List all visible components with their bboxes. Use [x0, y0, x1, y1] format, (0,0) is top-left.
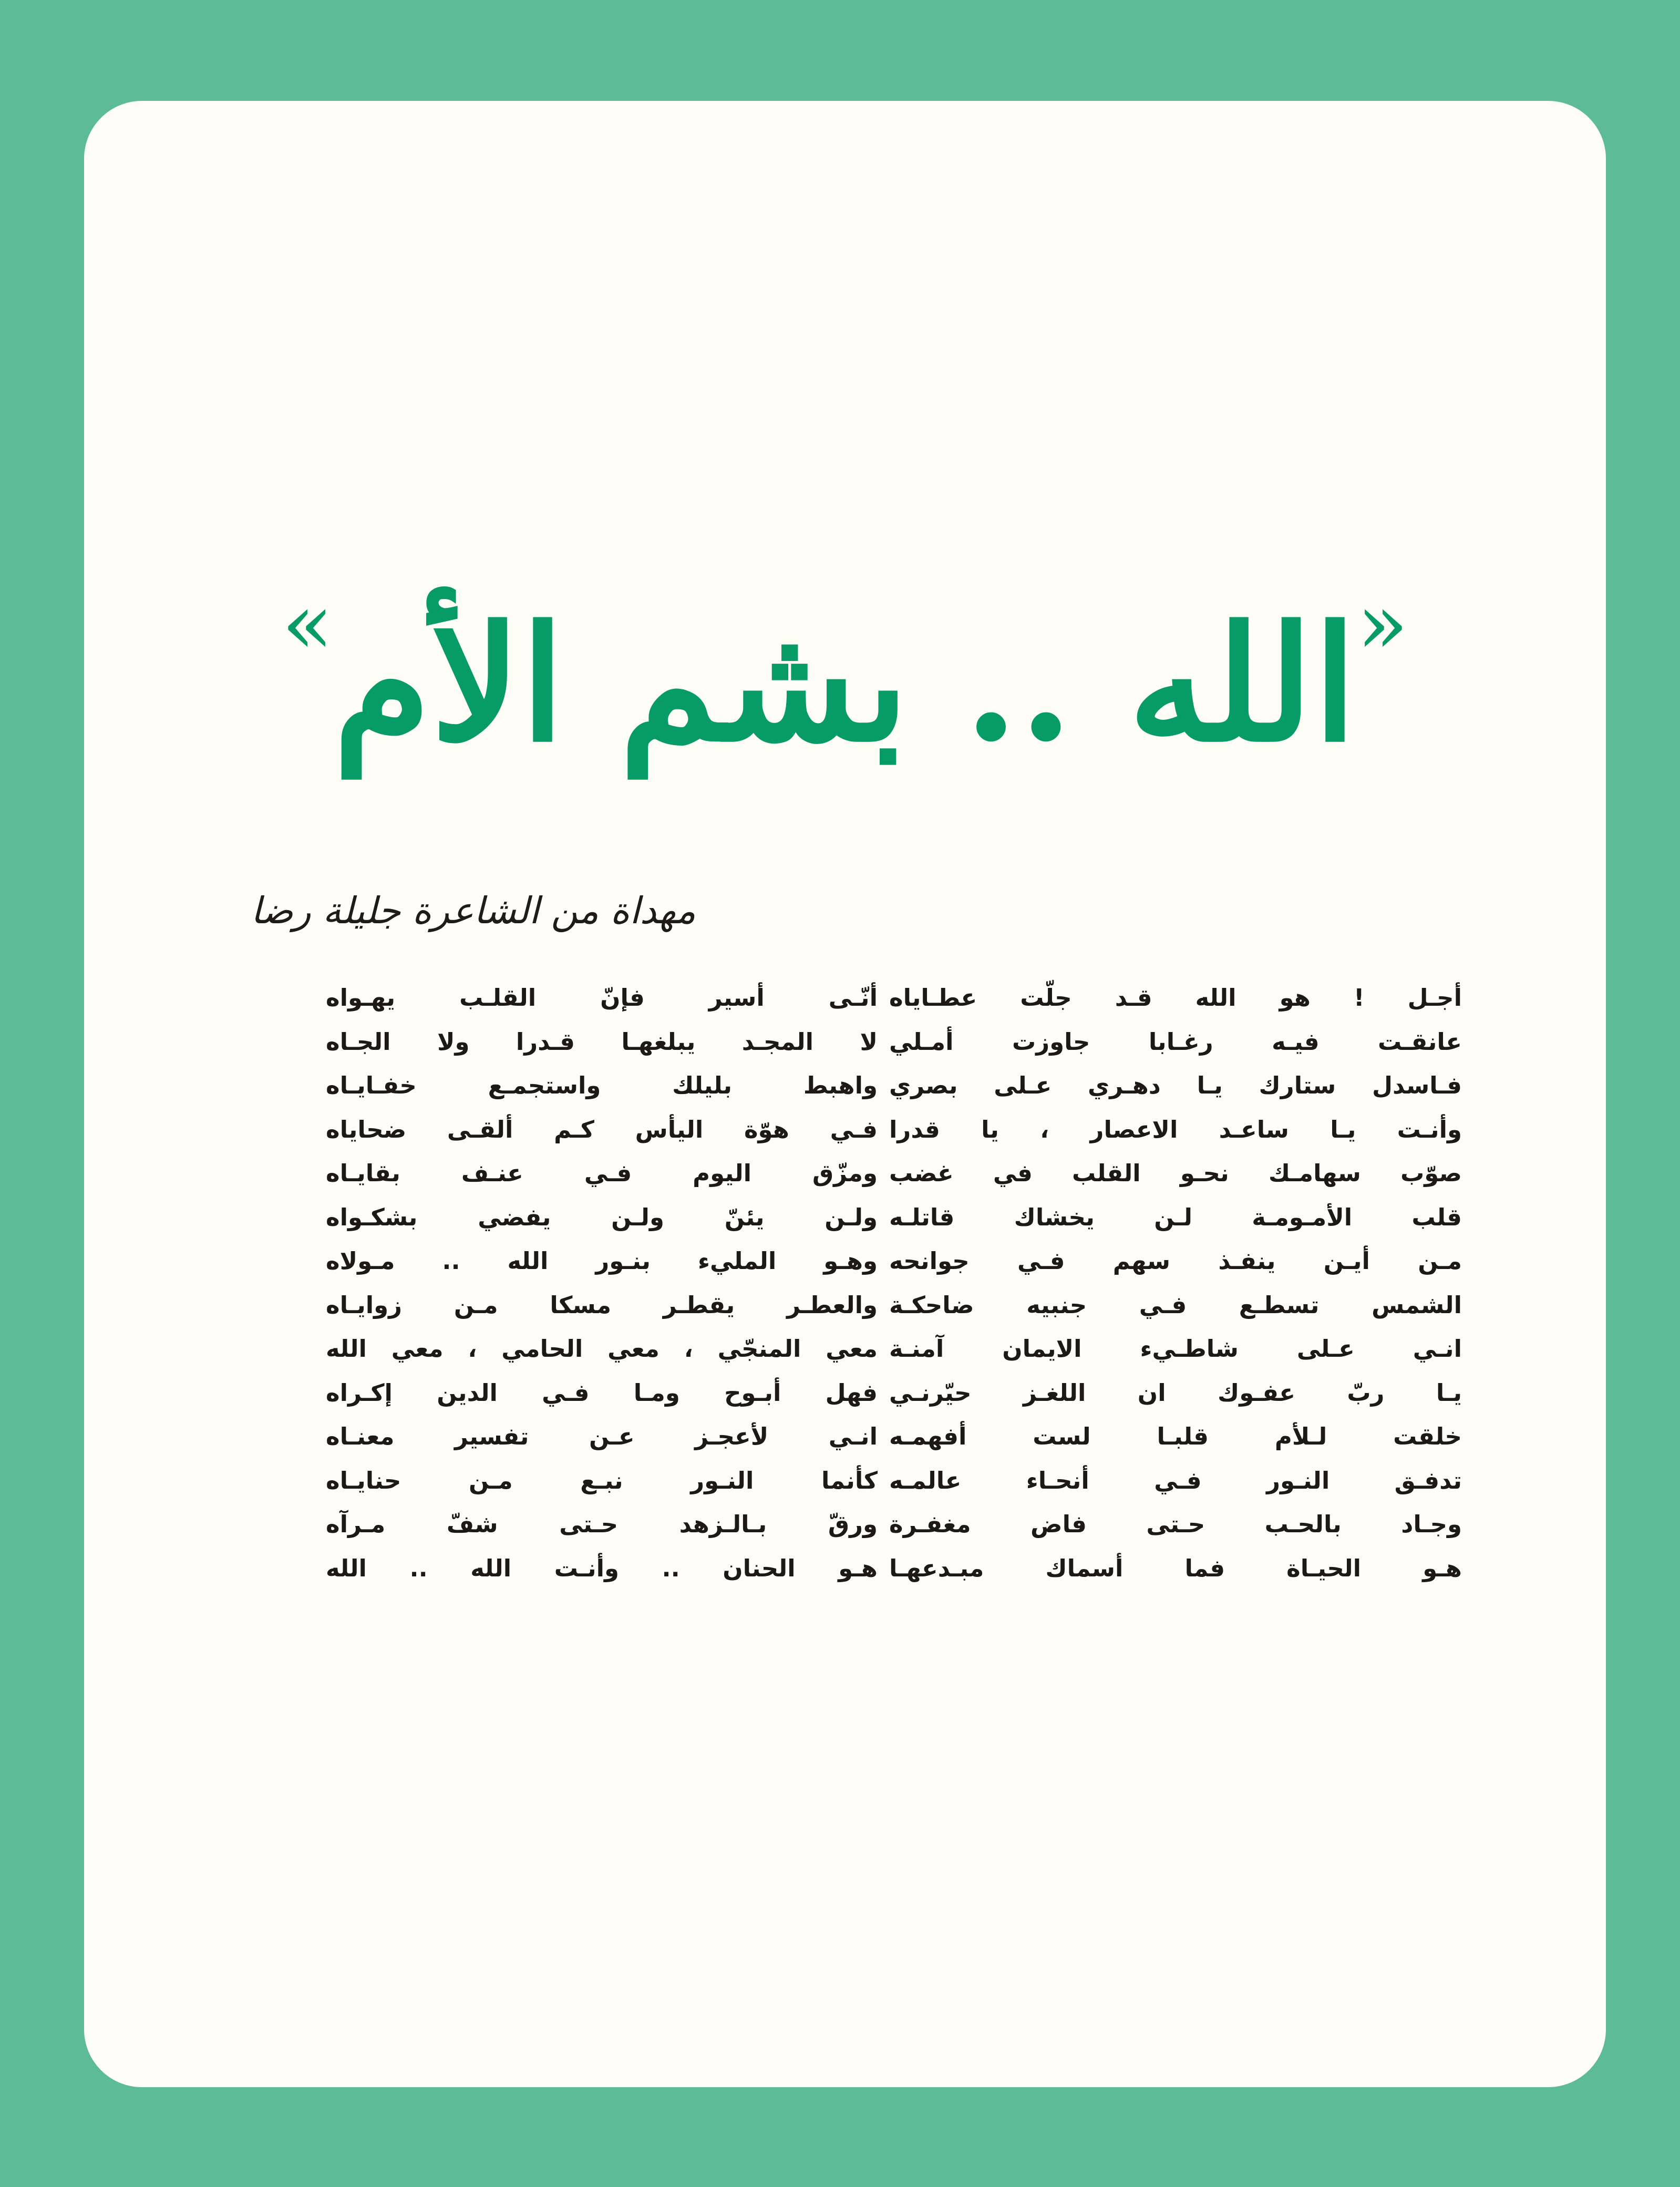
page-card — [84, 101, 1606, 2087]
verse-line: معي المنجّي ، معي الحامي ، معي الله — [326, 1335, 878, 1363]
title-calligraphy — [282, 537, 1408, 831]
verse-line: مـن أيـن ينفـذ سهم فـي جوانحه — [889, 1247, 1462, 1275]
verse-line: لا المجـد يبلغهـا قـدرا ولا الجـاه — [326, 1027, 878, 1056]
verse-line: هـو الحيـاة فما أسماك مبـدعهـا — [889, 1554, 1462, 1582]
verse-line: والعطـر يقطـر مسكا مـن زوايـاه — [326, 1291, 878, 1319]
verse-line: ورقّ بـالـزهد حـتى شفّ مـرآه — [326, 1510, 878, 1538]
verse-line: انـي عـلى شاطـيء الايمان آمنـة — [889, 1335, 1462, 1363]
verse-line: وجـاد بالحـب حـتى فاض مغفـرة — [889, 1510, 1462, 1538]
title-open-quote: « — [1357, 574, 1408, 673]
verse-line: عانقـت فيـه رغـابا جاوزت أمـلي — [889, 1027, 1462, 1056]
verse-line: يـا ربّ عفـوك ان اللغـز حيّرنـي — [889, 1378, 1462, 1407]
verse-line: أجـل ! هو الله قـد جلّت عطـاياه — [889, 984, 1462, 1012]
verse-line: قلب الأمـومـة لـن يخشاك قاتلـه — [889, 1203, 1462, 1231]
title-text: الله .. بشم الأم — [333, 591, 1357, 777]
poem-column-right — [889, 976, 1462, 1590]
verse-line: هـو الحنان .. وأنـت الله .. الله — [326, 1554, 878, 1582]
verse-line: وهـو المليء بنـور الله .. مـولاه — [326, 1247, 878, 1275]
verse-line: واهبط بليلك واستجمـع خفـايـاه — [326, 1071, 878, 1099]
poem-title — [84, 537, 1606, 831]
poem-column-left — [326, 976, 878, 1590]
verse-line: صوّب سهامـك نحـو القلب في غضب — [889, 1159, 1462, 1187]
verse-line: انـي لأعجـز عـن تفسير معنـاه — [326, 1422, 878, 1450]
verse-line: فهل أبـوح ومـا فـي الدين إكـراه — [326, 1378, 878, 1407]
verse-line: خلقت لـلأم قلبـا لست أفهمـه — [889, 1422, 1462, 1450]
verse-line: ولـن يئنّ ولـن يفضي بشكـواه — [326, 1203, 878, 1231]
poem-dedication: مهداة من الشاعرة جليلة رضا — [251, 889, 696, 932]
verse-line: تدفـق النـور فـي أنحـاء عالمـه — [889, 1466, 1462, 1494]
verse-line: الشمس تسطـع فـي جنبيه ضاحكـة — [889, 1291, 1462, 1319]
verse-line: ومزّق اليوم فـي عنـف بقايـاه — [326, 1159, 878, 1187]
title-close-quote: » — [282, 574, 333, 673]
verse-line: كأنما النـور نبـع مـن حنايـاه — [326, 1466, 878, 1494]
verse-line: أنّـى أسير فإنّ القلـب يهـواه — [326, 984, 878, 1012]
verse-line: فـاسدل ستارك يـا دهـري عـلى بصري — [889, 1071, 1462, 1099]
verse-line: وأنـت يـا ساعـد الاعصار ، يا قدرا — [889, 1115, 1462, 1143]
verse-line: فـي هوّة اليأس كـم ألقـى ضحاياه — [326, 1115, 878, 1143]
